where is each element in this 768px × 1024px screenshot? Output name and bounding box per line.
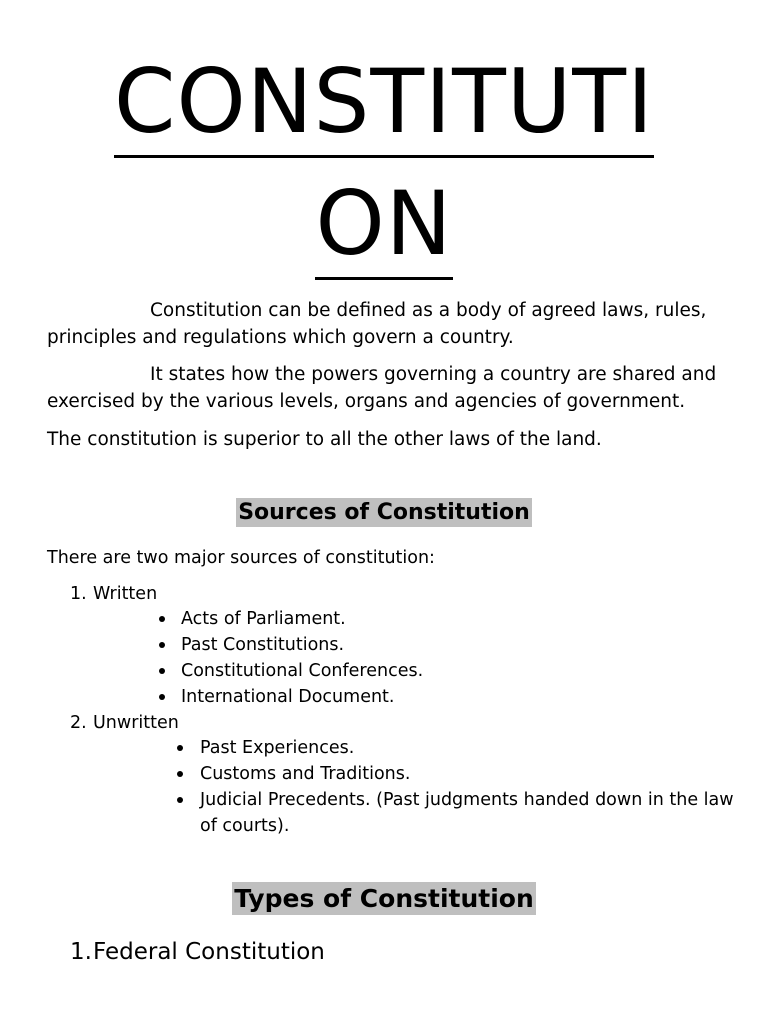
types-heading: Types of Constitution <box>234 884 534 913</box>
bullet-icon <box>159 668 165 674</box>
types-list-item-federal: Federal Constitution <box>93 939 325 965</box>
list-item: Acts of Parliament. <box>181 609 346 629</box>
list-item-continuation: of courts). <box>200 816 290 836</box>
sources-heading: Sources of Constitution <box>238 500 530 525</box>
title-line-1: CONSTITUTI <box>0 58 768 146</box>
sources-lead-text: There are two major sources of constitution: <box>47 548 435 568</box>
bullet-icon <box>159 642 165 648</box>
bullet-icon <box>159 616 165 622</box>
bullet-icon <box>177 771 183 777</box>
list-number: 1. <box>70 584 87 604</box>
title-line-2: ON <box>0 180 768 268</box>
list-number: 2. <box>70 713 87 733</box>
list-item-written: Written <box>93 584 158 604</box>
list-item: Constitutional Conferences. <box>181 661 424 681</box>
list-item-unwritten: Unwritten <box>93 713 179 733</box>
types-list-number: 1. <box>70 939 92 965</box>
bullet-icon <box>159 694 165 700</box>
list-item: Past Constitutions. <box>181 635 345 655</box>
bullet-icon <box>177 797 183 803</box>
intro-paragraph-1: Constitution can be defined as a body of agreed laws, rules, principles and regulations which govern a country. <box>47 300 707 348</box>
list-item: Customs and Traditions. <box>200 764 411 784</box>
intro-paragraph-2: It states how the powers governing a country are shared and exercised by the various levels, organs and agencies of government. <box>47 364 717 412</box>
bullet-icon <box>177 745 183 751</box>
list-item: Past Experiences. <box>200 738 355 758</box>
list-item: International Document. <box>181 687 395 707</box>
intro-paragraph-3: The constitution is superior to all the other laws of the land. <box>47 429 602 450</box>
list-item: Judicial Precedents. (Past judgments handed down in the law <box>200 790 734 810</box>
